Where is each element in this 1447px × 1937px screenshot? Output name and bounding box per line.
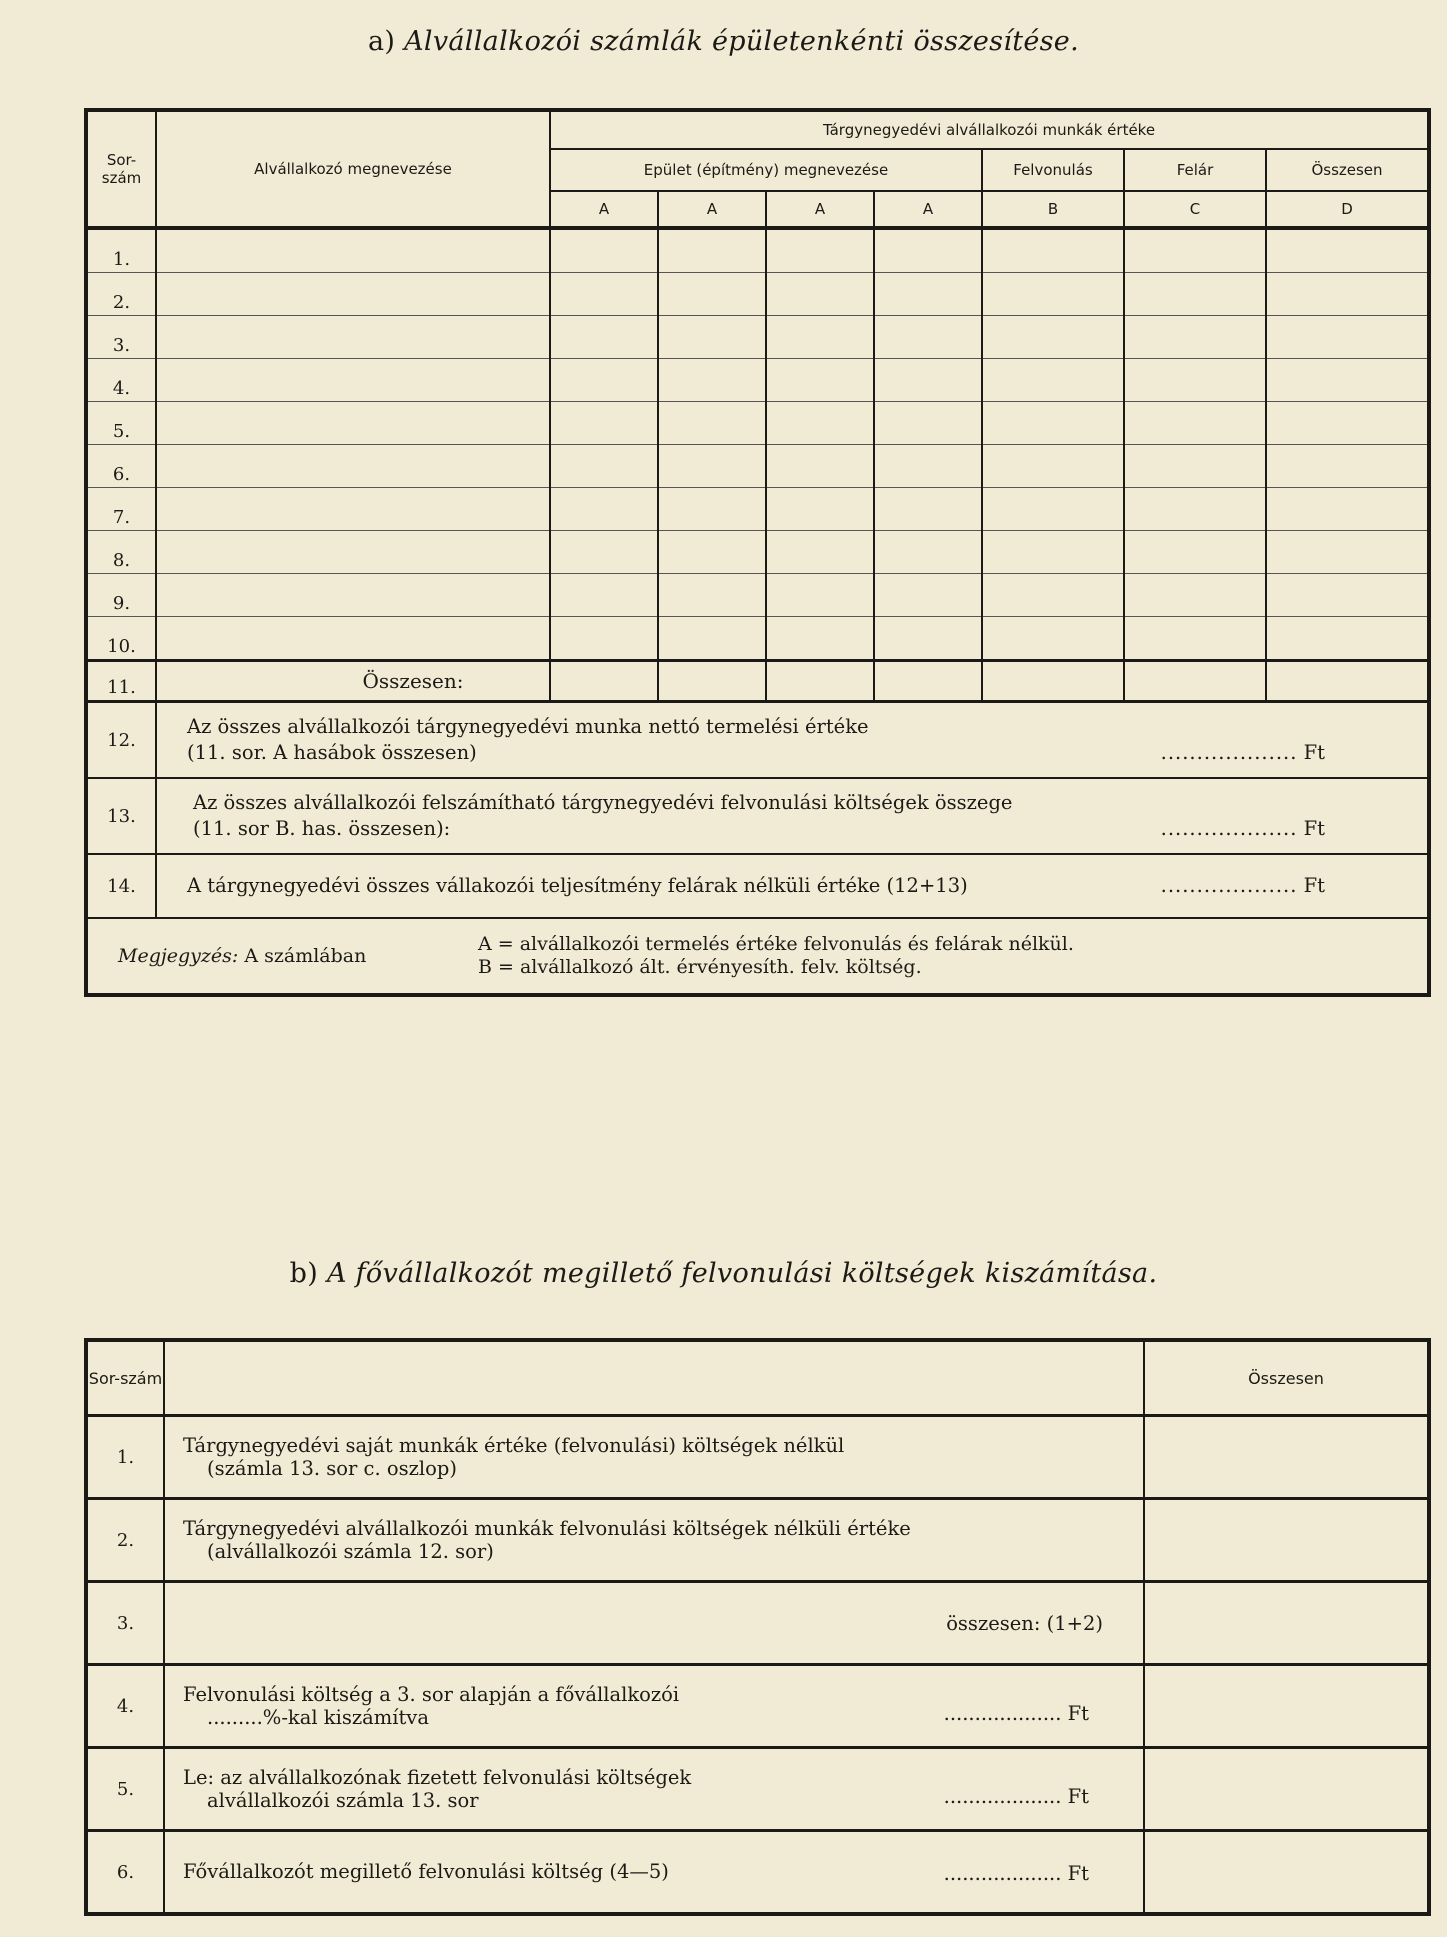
name-cell[interactable] <box>156 359 550 402</box>
row-2-line2: (alvállalkozói számla 12. sor) <box>207 1540 494 1563</box>
row-1-line1: Tárgynegyedévi saját munkák értéke (felvonulási) költségek nélkül <box>183 1434 845 1457</box>
value-cell[interactable] <box>982 445 1124 488</box>
value-cell[interactable] <box>658 617 766 661</box>
row-12-line2: (11. sor. A hasábok összesen) <box>187 741 477 764</box>
value-cell[interactable] <box>1266 359 1429 402</box>
name-cell[interactable] <box>156 273 550 316</box>
row-14 <box>86 854 1429 918</box>
header-felar: Felár <box>1124 149 1266 191</box>
value-cell[interactable] <box>982 488 1124 531</box>
row-14-line1: A tárgynegyedévi összes vállakozói teljesítmény felárak nélküli értéke (12+13) <box>187 874 968 897</box>
name-cell[interactable] <box>156 228 550 273</box>
value-cell[interactable] <box>1124 617 1266 661</box>
value-cell[interactable] <box>874 531 982 574</box>
section-a-title <box>0 26 1447 57</box>
value-cell[interactable] <box>766 228 874 273</box>
row-4-dots[interactable]: ................... <box>943 1702 1062 1725</box>
value-cell[interactable] <box>1124 445 1266 488</box>
name-cell[interactable] <box>156 531 550 574</box>
section-a-prefix: a) <box>368 26 396 57</box>
row-number: 11. <box>86 661 156 702</box>
total-cell[interactable] <box>766 661 874 702</box>
value-cell[interactable] <box>982 316 1124 359</box>
subcontractor-summary-table <box>84 108 1431 997</box>
value-cell[interactable] <box>1124 488 1266 531</box>
note-line-b: B = alvállalkozó ált. érvényesíth. felv. költség. <box>478 956 922 978</box>
value-cell[interactable] <box>766 359 874 402</box>
value-cell[interactable] <box>766 402 874 445</box>
value-cell[interactable] <box>982 359 1124 402</box>
name-cell[interactable] <box>156 574 550 617</box>
value-cell[interactable] <box>658 488 766 531</box>
note-lead: A számlában <box>244 945 367 967</box>
amount-cell[interactable] <box>1144 1831 1429 1915</box>
value-cell[interactable] <box>550 617 658 661</box>
row-number: 14. <box>86 854 156 918</box>
value-cell[interactable] <box>982 531 1124 574</box>
value-cell[interactable] <box>658 531 766 574</box>
row-5-unit: Ft <box>1067 1785 1089 1808</box>
section-b-prefix: b) <box>289 1258 319 1289</box>
value-cell[interactable] <box>550 445 658 488</box>
letter-d: D <box>1266 191 1429 228</box>
row-12-dots[interactable]: ................... <box>1160 741 1298 764</box>
row-12-unit: Ft <box>1303 741 1325 764</box>
table-row <box>86 1416 1429 1499</box>
value-cell[interactable] <box>874 402 982 445</box>
value-cell[interactable] <box>550 228 658 273</box>
row-13-unit: Ft <box>1303 817 1325 840</box>
total-row <box>86 661 1429 702</box>
row-4-line2: .........%-kal kiszámítva <box>207 1706 429 1729</box>
note-row <box>86 918 1429 995</box>
value-cell[interactable] <box>1266 228 1429 273</box>
note-line-a: A = alvállalkozói termelés értéke felvonulás és felárak nélkül. <box>478 933 1074 955</box>
row-13 <box>86 778 1429 854</box>
row-number: 4. <box>86 359 156 402</box>
table-row <box>86 359 1429 402</box>
value-cell[interactable] <box>982 228 1124 273</box>
value-cell[interactable] <box>658 316 766 359</box>
value-cell[interactable] <box>1266 316 1429 359</box>
letter-a2: A <box>658 191 766 228</box>
section-b-title-text: A fővállalkozót megillető felvonulási költségek kiszámítása. <box>326 1258 1158 1289</box>
row-number: 5. <box>86 402 156 445</box>
row-13-line2: (11. sor B. has. összesen): <box>193 817 451 840</box>
value-cell[interactable] <box>982 574 1124 617</box>
row-number: 1. <box>86 228 156 273</box>
row-number: 2. <box>86 273 156 316</box>
value-cell[interactable] <box>658 359 766 402</box>
row-4-unit: Ft <box>1067 1702 1089 1725</box>
row-number: 12. <box>86 702 156 779</box>
row-14-dots[interactable]: ................... <box>1160 874 1298 897</box>
table-row <box>86 273 1429 316</box>
row-number: 2. <box>86 1499 164 1582</box>
total-cell[interactable] <box>658 661 766 702</box>
row-number: 1. <box>86 1416 164 1499</box>
value-cell[interactable] <box>1266 402 1429 445</box>
value-cell[interactable] <box>1124 359 1266 402</box>
total-cell[interactable] <box>874 661 982 702</box>
value-cell[interactable] <box>1124 402 1266 445</box>
value-cell[interactable] <box>550 574 658 617</box>
value-cell[interactable] <box>658 228 766 273</box>
row-number: 4. <box>86 1665 164 1748</box>
row-number: 5. <box>86 1748 164 1831</box>
value-cell[interactable] <box>1124 273 1266 316</box>
amount-cell[interactable] <box>1144 1665 1429 1748</box>
value-cell[interactable] <box>766 574 874 617</box>
value-cell[interactable] <box>766 445 874 488</box>
value-cell[interactable] <box>550 273 658 316</box>
name-cell[interactable] <box>156 617 550 661</box>
main-contractor-cost-table <box>84 1338 1431 1916</box>
row-number: 6. <box>86 1831 164 1915</box>
table-row <box>86 574 1429 617</box>
row-number: 3. <box>86 316 156 359</box>
value-cell[interactable] <box>874 488 982 531</box>
total-cell[interactable] <box>1124 661 1266 702</box>
value-cell[interactable] <box>874 617 982 661</box>
row-5-line1: Le: az alvállalkozónak fizetett felvonulási költségek <box>183 1766 692 1789</box>
total-cell[interactable] <box>550 661 658 702</box>
note-label: Megjegyzés: <box>118 945 239 967</box>
value-cell[interactable] <box>874 359 982 402</box>
table-row <box>86 402 1429 445</box>
row-6-unit: Ft <box>1067 1861 1089 1885</box>
header-name: Alvállalkozó megnevezése <box>156 110 550 228</box>
row-2-line1: Tárgynegyedévi alvállalkozói munkák felvonulási költségek nélküli értéke <box>183 1517 911 1540</box>
table-row <box>86 617 1429 661</box>
value-cell[interactable] <box>766 531 874 574</box>
section-a-title-text: Alvállalkozói számlák épületenkénti összesítése. <box>404 26 1079 57</box>
value-cell[interactable] <box>658 273 766 316</box>
table-row <box>86 1499 1429 1582</box>
value-cell[interactable] <box>766 316 874 359</box>
value-cell[interactable] <box>1124 574 1266 617</box>
value-cell[interactable] <box>766 273 874 316</box>
header-group: Tárgynegyedévi alvállalkozói munkák értéke <box>550 110 1429 149</box>
section-b-title <box>0 1258 1447 1289</box>
total-cell[interactable] <box>1266 661 1429 702</box>
amount-cell[interactable] <box>1144 1582 1429 1665</box>
header-sorszam-b: Sor-szám <box>86 1340 164 1416</box>
table-row <box>86 1831 1429 1915</box>
row-13-line1: Az összes alvállalkozói felszámítható tárgynegyedévi felvonulási költségek összege <box>193 791 1013 814</box>
name-cell[interactable] <box>156 488 550 531</box>
table-row <box>86 1748 1429 1831</box>
value-cell[interactable] <box>1124 316 1266 359</box>
table-row <box>86 445 1429 488</box>
row-number: 10. <box>86 617 156 661</box>
value-cell[interactable] <box>658 574 766 617</box>
value-cell[interactable] <box>982 617 1124 661</box>
value-cell[interactable] <box>874 273 982 316</box>
letter-a4: A <box>874 191 982 228</box>
value-cell[interactable] <box>766 488 874 531</box>
row-number: 9. <box>86 574 156 617</box>
value-cell[interactable] <box>1266 617 1429 661</box>
total-label: Összesen: <box>156 661 550 702</box>
value-cell[interactable] <box>658 445 766 488</box>
row-6-line1: Fővállalkozót megillető felvonulási költség (4—5) <box>183 1859 669 1883</box>
header-osszesen-b: Összesen <box>1144 1340 1429 1416</box>
row-6-dots[interactable]: ................... <box>943 1861 1062 1885</box>
value-cell[interactable] <box>1124 228 1266 273</box>
amount-cell[interactable] <box>1144 1416 1429 1499</box>
table-row <box>86 228 1429 273</box>
letter-c: C <box>1124 191 1266 228</box>
row-3-line2: összesen: (1+2) <box>946 1611 1103 1635</box>
value-cell[interactable] <box>550 359 658 402</box>
header-felvonulas: Felvonulás <box>982 149 1124 191</box>
row-number: 7. <box>86 488 156 531</box>
value-cell[interactable] <box>1266 531 1429 574</box>
value-cell[interactable] <box>1266 445 1429 488</box>
table-row <box>86 488 1429 531</box>
letter-b: B <box>982 191 1124 228</box>
row-14-unit: Ft <box>1303 874 1325 897</box>
row-number: 3. <box>86 1582 164 1665</box>
value-cell[interactable] <box>874 228 982 273</box>
value-cell[interactable] <box>874 574 982 617</box>
table-row <box>86 1665 1429 1748</box>
value-cell[interactable] <box>550 316 658 359</box>
value-cell[interactable] <box>1124 531 1266 574</box>
table-row <box>86 316 1429 359</box>
row-12 <box>86 702 1429 779</box>
row-number: 8. <box>86 531 156 574</box>
row-4-line1: Felvonulási költség a 3. sor alapján a fővállalkozói <box>183 1683 680 1706</box>
row-number: 13. <box>86 778 156 854</box>
value-cell[interactable] <box>982 273 1124 316</box>
row-12-line1: Az összes alvállalkozói tárgynegyedévi munka nettó termelési értéke <box>187 715 869 738</box>
value-cell[interactable] <box>874 445 982 488</box>
value-cell[interactable] <box>1266 273 1429 316</box>
value-cell[interactable] <box>874 316 982 359</box>
header-osszesen: Összesen <box>1266 149 1429 191</box>
letter-a3: A <box>766 191 874 228</box>
value-cell[interactable] <box>766 617 874 661</box>
name-cell[interactable] <box>156 402 550 445</box>
value-cell[interactable] <box>550 531 658 574</box>
value-cell[interactable] <box>658 402 766 445</box>
value-cell[interactable] <box>1266 574 1429 617</box>
row-13-dots[interactable]: ................... <box>1160 817 1298 840</box>
row-number: 6. <box>86 445 156 488</box>
amount-cell[interactable] <box>1144 1499 1429 1582</box>
letter-a1: A <box>550 191 658 228</box>
row-1-line2: (számla 13. sor c. oszlop) <box>207 1457 457 1480</box>
table-row <box>86 1582 1429 1665</box>
value-cell[interactable] <box>550 402 658 445</box>
name-cell[interactable] <box>156 445 550 488</box>
amount-cell[interactable] <box>1144 1748 1429 1831</box>
value-cell[interactable] <box>550 488 658 531</box>
row-5-line2: alvállalkozói számla 13. sor <box>207 1789 479 1812</box>
header-building: Epület (építmény) megnevezése <box>550 149 982 191</box>
value-cell[interactable] <box>1266 488 1429 531</box>
total-cell[interactable] <box>982 661 1124 702</box>
table-row <box>86 531 1429 574</box>
row-5-dots[interactable]: ................... <box>943 1785 1062 1808</box>
header-sorszam: Sor-szám <box>86 110 156 228</box>
value-cell[interactable] <box>982 402 1124 445</box>
name-cell[interactable] <box>156 316 550 359</box>
